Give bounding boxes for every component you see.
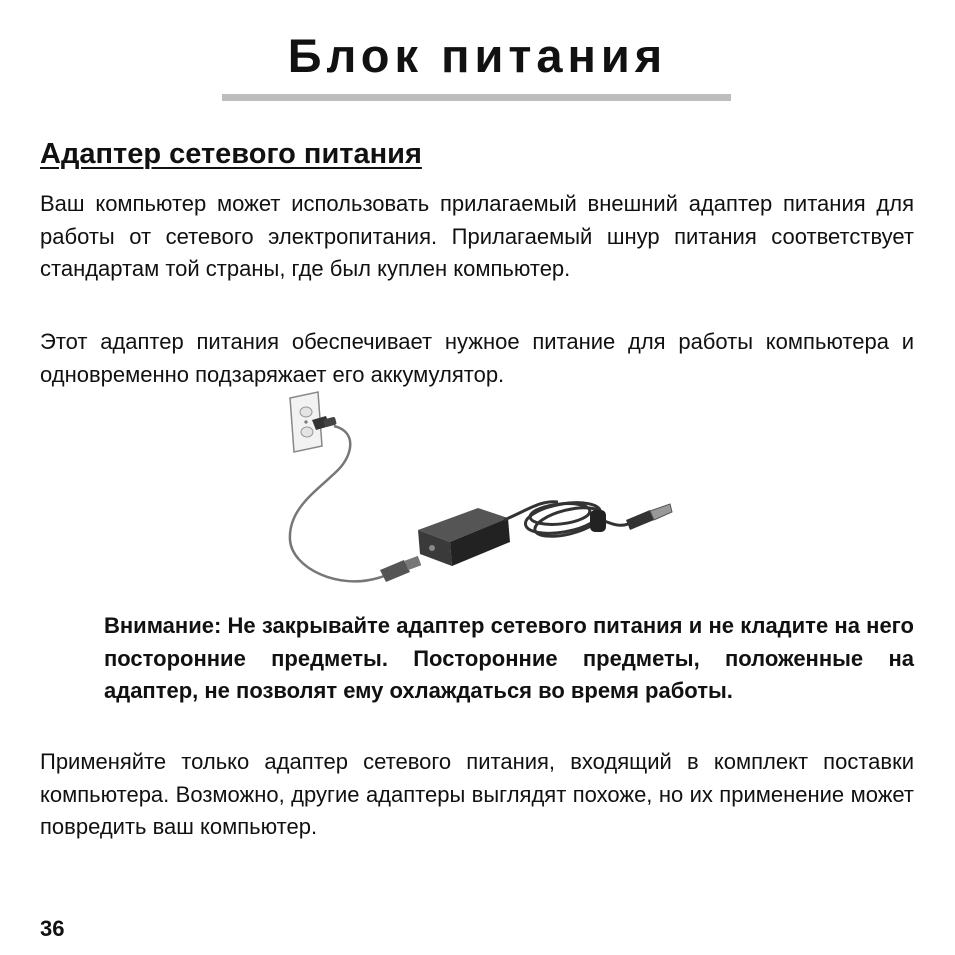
- warning-note: Внимание: Не закрывайте адаптер сетевого питания и не кладите на него посторонние предметы. Посторонние предметы, положенные на адаптер, не позволят ему охлаждаться во время работы.: [104, 613, 914, 703]
- paragraph-caution: Применяйте только адаптер сетевого питания, входящий в комплект поставки компьютера. Возможно, другие адаптеры выглядят похоже, но их применение может повредить ваш компьютер.: [40, 749, 914, 839]
- dc-cable-icon: [504, 498, 628, 542]
- ac-connector-icon: [380, 556, 421, 582]
- chapter-title: Блок питания: [287, 29, 668, 82]
- page-number: 36: [40, 916, 65, 941]
- dc-plug-icon: [626, 504, 672, 530]
- paragraph-intro: Ваш компьютер может использовать прилагаемый внешний адаптер питания для работы от сетевого электропитания. Прилагаемый шнур питания соответствует стандартам той страны, где был куплен компьютер.: [40, 191, 914, 281]
- ac-adapter-illustration-icon: [278, 390, 678, 600]
- paragraph-charging: Этот адаптер питания обеспечивает нужное питание для работы компьютера и одновременно подзаряжает его аккумулятор.: [40, 329, 914, 387]
- ferrite-bead-icon: [590, 510, 606, 532]
- section-heading: Адаптер сетевого питания: [40, 138, 422, 170]
- title-divider: [222, 94, 731, 101]
- adapter-brick-icon: [418, 508, 510, 566]
